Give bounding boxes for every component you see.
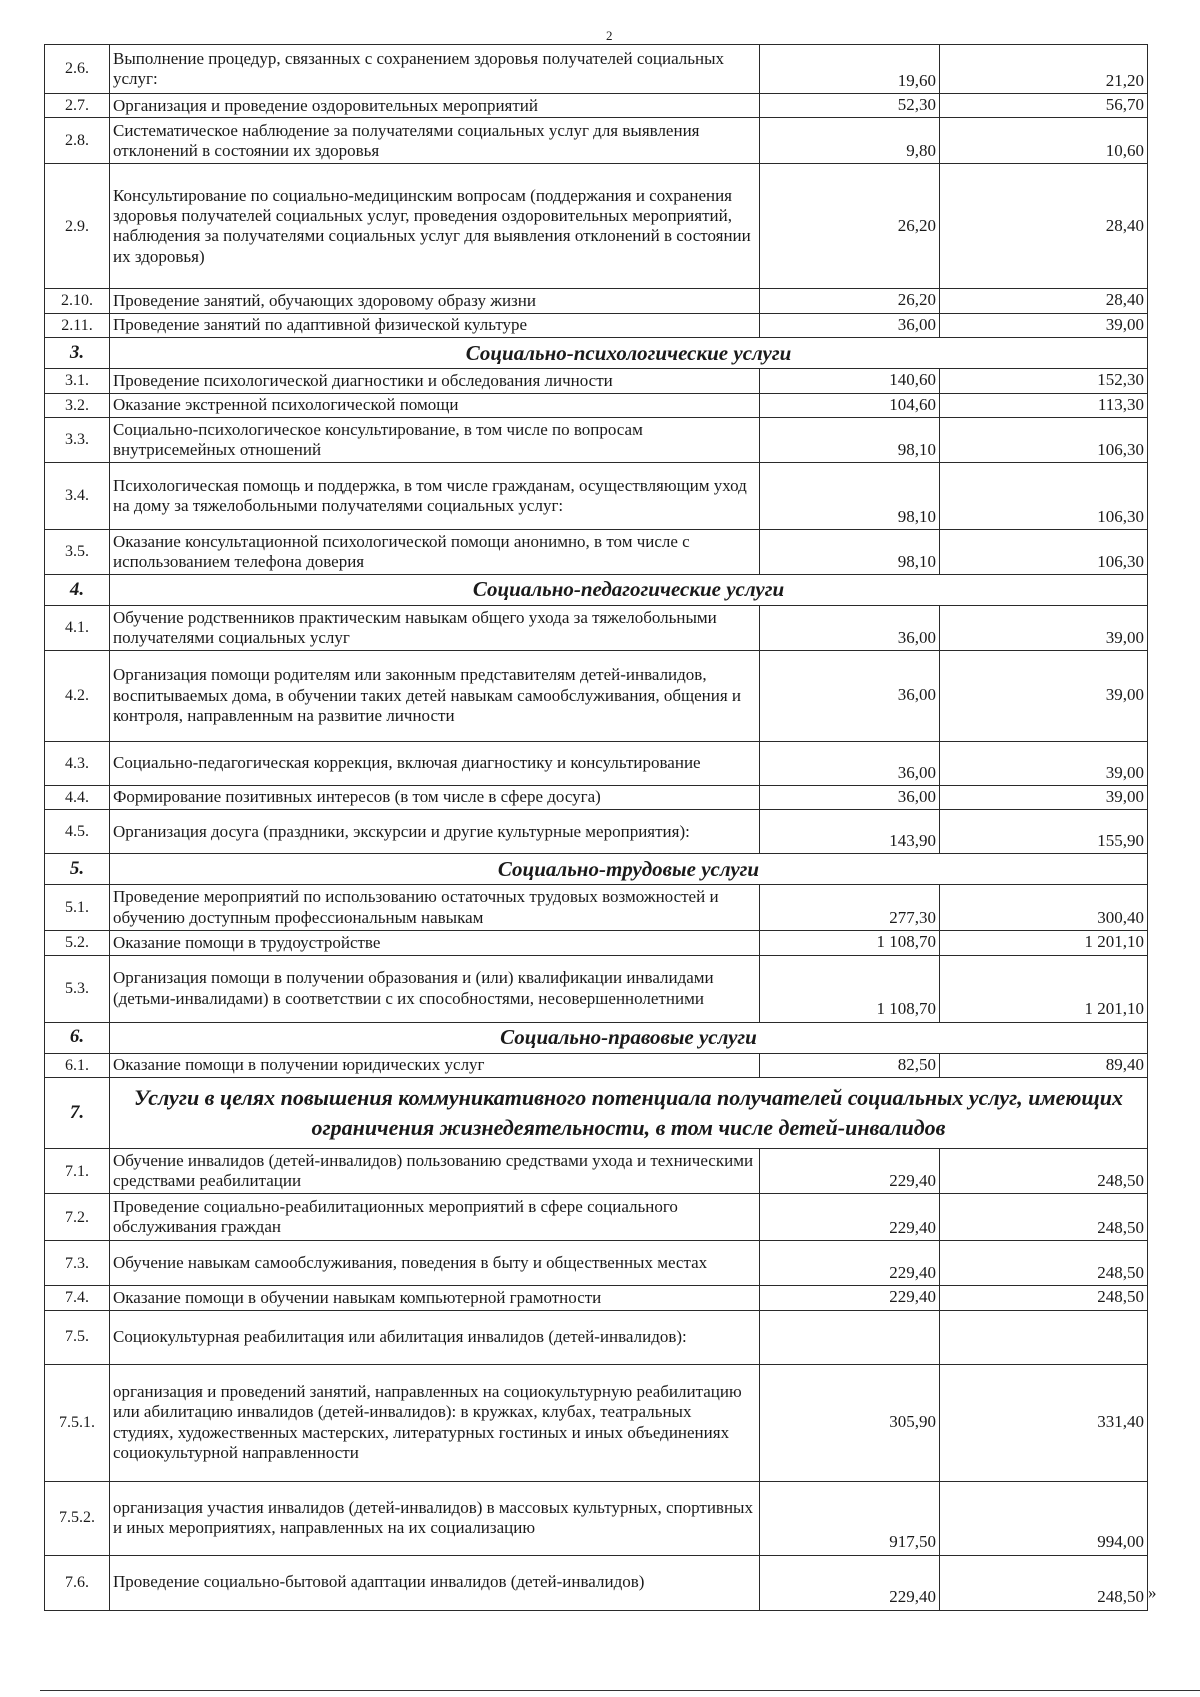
tariff-value-1: 19,60 — [760, 45, 940, 94]
tariff-value-2: 152,30 — [940, 369, 1148, 393]
service-number: 7.5.2. — [45, 1481, 110, 1555]
service-name: Оказание экстренной психологической помощи — [110, 393, 760, 417]
tariff-value-2: 248,50 — [940, 1149, 1148, 1194]
tariff-value-1: 917,50 — [760, 1481, 940, 1555]
service-number: 3.4. — [45, 462, 110, 529]
service-name: Организация помощи родителям или законным представителям детей-инвалидов, воспитываемых дома, в обучении таких детей навыкам самообслуживания, общения и контроля, направленным на развитие личности — [110, 650, 760, 741]
service-number: 5.2. — [45, 931, 110, 955]
tariff-value-1: 104,60 — [760, 393, 940, 417]
tariff-value-2: 39,00 — [940, 605, 1148, 650]
closing-quote-mark: » — [1148, 1583, 1157, 1602]
section-title: Социально-педагогические услуги — [110, 574, 1148, 605]
service-row — [45, 529, 1148, 574]
tariff-value-1: 229,40 — [760, 1555, 940, 1610]
service-name: Проведение психологической диагностики и обследования личности — [110, 369, 760, 393]
tariff-value-1: 277,30 — [760, 885, 940, 931]
service-name: Проведение социально-бытовой адаптации инвалидов (детей-инвалидов) — [110, 1555, 760, 1610]
service-name: Обучение инвалидов (детей-инвалидов) пользованию средствами ухода и техническими средствами реабилитации — [110, 1149, 760, 1194]
service-name: Оказание помощи в трудоустройстве — [110, 931, 760, 955]
service-name: Оказание помощи в получении юридических услуг — [110, 1053, 760, 1077]
service-name: Консультирование по социально-медицинским вопросам (поддержания и сохранения здоровья получателей социальных услуг, проведения оздоровительных мероприятий, наблюдения за получателями социальных услуг для выявления отклонений в состоянии их здоровья) — [110, 164, 760, 289]
service-number: 7.1. — [45, 1149, 110, 1194]
service-number: 4.2. — [45, 650, 110, 741]
service-number: 5.1. — [45, 885, 110, 931]
tariff-value-1: 36,00 — [760, 605, 940, 650]
tariff-value-2: 155,90 — [940, 810, 1148, 854]
tariff-value-2: 113,30 — [940, 393, 1148, 417]
service-name: Организация и проведение оздоровительных мероприятий — [110, 94, 760, 118]
service-row — [45, 118, 1148, 164]
section-number: 3. — [45, 338, 110, 369]
service-row — [45, 605, 1148, 650]
service-row — [45, 1310, 1148, 1364]
tariff-value-1: 98,10 — [760, 529, 940, 574]
service-row — [45, 810, 1148, 854]
section-number: 5. — [45, 854, 110, 885]
tariff-value-1: 36,00 — [760, 741, 940, 785]
section-title: Социально-психологические услуги — [110, 338, 1148, 369]
service-row — [45, 741, 1148, 785]
service-name: Формирование позитивных интересов (в том числе в сфере досуга) — [110, 785, 760, 809]
tariff-value-1: 143,90 — [760, 810, 940, 854]
service-row — [45, 164, 1148, 289]
tariff-value-1: 36,00 — [760, 650, 940, 741]
tariff-value-2: 28,40 — [940, 164, 1148, 289]
tariff-value-1: 229,40 — [760, 1194, 940, 1241]
service-number: 7.5. — [45, 1310, 110, 1364]
service-number: 7.2. — [45, 1194, 110, 1241]
tariff-value-2: 300,40 — [940, 885, 1148, 931]
tariff-value-1: 26,20 — [760, 289, 940, 313]
tariff-value-2: 248,50 — [940, 1241, 1148, 1286]
service-name: Обучение навыкам самообслуживания, поведения в быту и общественных местах — [110, 1241, 760, 1286]
service-number: 2.10. — [45, 289, 110, 313]
service-name: Оказание помощи в обучении навыкам компьютерной грамотности — [110, 1286, 760, 1310]
service-number: 4.3. — [45, 741, 110, 785]
service-number: 7.3. — [45, 1241, 110, 1286]
tariff-value-1: 98,10 — [760, 417, 940, 462]
service-number: 4.5. — [45, 810, 110, 854]
tariff-value-1: 9,80 — [760, 118, 940, 164]
service-row — [45, 1241, 1148, 1286]
tariff-value-2: 89,40 — [940, 1053, 1148, 1077]
service-name: Выполнение процедур, связанных с сохранением здоровья получателей социальных услуг: — [110, 45, 760, 94]
service-number: 3.1. — [45, 369, 110, 393]
bottom-rule — [40, 1690, 1200, 1691]
tariff-value-1: 229,40 — [760, 1241, 940, 1286]
tariff-value-1: 52,30 — [760, 94, 940, 118]
section-header-row — [45, 574, 1148, 605]
service-name: Социально-психологическое консультирование, в том числе по вопросам внутрисемейных отношений — [110, 417, 760, 462]
tariff-value-1: 36,00 — [760, 313, 940, 337]
tariff-value-2: 1 201,10 — [940, 931, 1148, 955]
service-row — [45, 313, 1148, 337]
section-header-row — [45, 854, 1148, 885]
service-number: 7.6. — [45, 1555, 110, 1610]
services-price-table — [44, 44, 1148, 1611]
tariff-value-2: 39,00 — [940, 650, 1148, 741]
service-number: 6.1. — [45, 1053, 110, 1077]
tariff-value-1: 229,40 — [760, 1286, 940, 1310]
tariff-value-1: 305,90 — [760, 1364, 940, 1481]
service-row — [45, 955, 1148, 1022]
service-name: организация участия инвалидов (детей-инвалидов) в массовых культурных, спортивных и иных мероприятиях, направленных на их социализацию — [110, 1481, 760, 1555]
service-number: 3.5. — [45, 529, 110, 574]
service-number: 2.9. — [45, 164, 110, 289]
tariff-value-1: 36,00 — [760, 785, 940, 809]
service-row — [45, 393, 1148, 417]
tariff-value-2: 248,50 — [940, 1286, 1148, 1310]
service-number: 2.8. — [45, 118, 110, 164]
service-row — [45, 1053, 1148, 1077]
service-row — [45, 417, 1148, 462]
tariff-value-2: 106,30 — [940, 417, 1148, 462]
page-number: 2 — [606, 28, 613, 43]
service-row — [45, 1555, 1148, 1610]
tariff-value-2: 331,40 — [940, 1364, 1148, 1481]
service-number: 2.7. — [45, 94, 110, 118]
service-name: Психологическая помощь и поддержка, в том числе гражданам, осуществляющим уход на дому за тяжелобольными получателями социальных услуг: — [110, 462, 760, 529]
tariff-value-1: 82,50 — [760, 1053, 940, 1077]
service-row — [45, 650, 1148, 741]
service-name: Организация досуга (праздники, экскурсии и другие культурные мероприятия): — [110, 810, 760, 854]
service-row — [45, 94, 1148, 118]
service-row — [45, 885, 1148, 931]
section-header-row — [45, 1022, 1148, 1053]
tariff-value-2: 106,30 — [940, 529, 1148, 574]
tariff-value-2: 10,60 — [940, 118, 1148, 164]
tariff-value-2: 56,70 — [940, 94, 1148, 118]
service-name: Проведение занятий по адаптивной физической культуре — [110, 313, 760, 337]
tariff-value-1: 98,10 — [760, 462, 940, 529]
service-row — [45, 931, 1148, 955]
service-row — [45, 1364, 1148, 1481]
tariff-value-2: 21,20 — [940, 45, 1148, 94]
service-name: организация и проведений занятий, направленных на социокультурную реабилитацию или абилитацию инвалидов (детей-инвалидов): в кружках, клубах, театральных студиях, художественных мастерских, литературных гостиных и иных объединениях социокультурной направленности — [110, 1364, 760, 1481]
section-number: 6. — [45, 1022, 110, 1053]
tariff-value-1: 140,60 — [760, 369, 940, 393]
service-name: Систематическое наблюдение за получателями социальных услуг для выявления отклонений в состоянии их здоровья — [110, 118, 760, 164]
tariff-value-1: 229,40 — [760, 1149, 940, 1194]
service-name: Социокультурная реабилитация или абилитация инвалидов (детей-инвалидов): — [110, 1310, 760, 1364]
service-name: Проведение социально-реабилитационных мероприятий в сфере социального обслуживания граждан — [110, 1194, 760, 1241]
tariff-value-2: 39,00 — [940, 785, 1148, 809]
service-number: 2.11. — [45, 313, 110, 337]
service-row — [45, 1286, 1148, 1310]
service-row — [45, 45, 1148, 94]
service-number: 4.4. — [45, 785, 110, 809]
service-name: Социально-педагогическая коррекция, включая диагностику и консультирование — [110, 741, 760, 785]
service-row — [45, 1481, 1148, 1555]
service-number: 2.6. — [45, 45, 110, 94]
service-row — [45, 289, 1148, 313]
service-number: 7.5.1. — [45, 1364, 110, 1481]
tariff-value-2 — [940, 1310, 1148, 1364]
service-number: 5.3. — [45, 955, 110, 1022]
service-name: Оказание консультационной психологической помощи анонимно, в том числе с использованием телефона доверия — [110, 529, 760, 574]
tariff-value-2: 994,00 — [940, 1481, 1148, 1555]
section-header-row — [45, 1078, 1148, 1149]
section-title: Услуги в целях повышения коммуникативного потенциала получателей социальных услуг, имеющих ограничения жизнедеятельности, в том числе детей-инвалидов — [110, 1078, 1148, 1149]
section-title: Социально-правовые услуги — [110, 1022, 1148, 1053]
tariff-value-2: 39,00 — [940, 313, 1148, 337]
tariff-value-2: 39,00 — [940, 741, 1148, 785]
tariff-value-1: 26,20 — [760, 164, 940, 289]
tariff-value-2: 248,50 — [940, 1555, 1148, 1610]
service-row — [45, 462, 1148, 529]
service-number: 3.2. — [45, 393, 110, 417]
service-name: Организация помощи в получении образования и (или) квалификации инвалидами (детьми-инвалидами) в соответствии с их способностями, несовершеннолетними — [110, 955, 760, 1022]
service-row — [45, 785, 1148, 809]
section-number: 4. — [45, 574, 110, 605]
table-body — [45, 45, 1148, 1611]
tariff-value-1 — [760, 1310, 940, 1364]
service-name: Обучение родственников практическим навыкам общего ухода за тяжелобольными получателями социальных услуг — [110, 605, 760, 650]
tariff-value-1: 1 108,70 — [760, 931, 940, 955]
tariff-value-2: 1 201,10 — [940, 955, 1148, 1022]
section-number: 7. — [45, 1078, 110, 1149]
tariff-value-2: 106,30 — [940, 462, 1148, 529]
service-number: 3.3. — [45, 417, 110, 462]
service-row — [45, 1194, 1148, 1241]
tariff-value-2: 248,50 — [940, 1194, 1148, 1241]
service-row — [45, 1149, 1148, 1194]
service-number: 7.4. — [45, 1286, 110, 1310]
tariff-value-2: 28,40 — [940, 289, 1148, 313]
section-title: Социально-трудовые услуги — [110, 854, 1148, 885]
service-row — [45, 369, 1148, 393]
tariff-value-1: 1 108,70 — [760, 955, 940, 1022]
service-name: Проведение мероприятий по использованию остаточных трудовых возможностей и обучению доступным профессиональным навыкам — [110, 885, 760, 931]
section-header-row — [45, 338, 1148, 369]
service-name: Проведение занятий, обучающих здоровому образу жизни — [110, 289, 760, 313]
service-number: 4.1. — [45, 605, 110, 650]
